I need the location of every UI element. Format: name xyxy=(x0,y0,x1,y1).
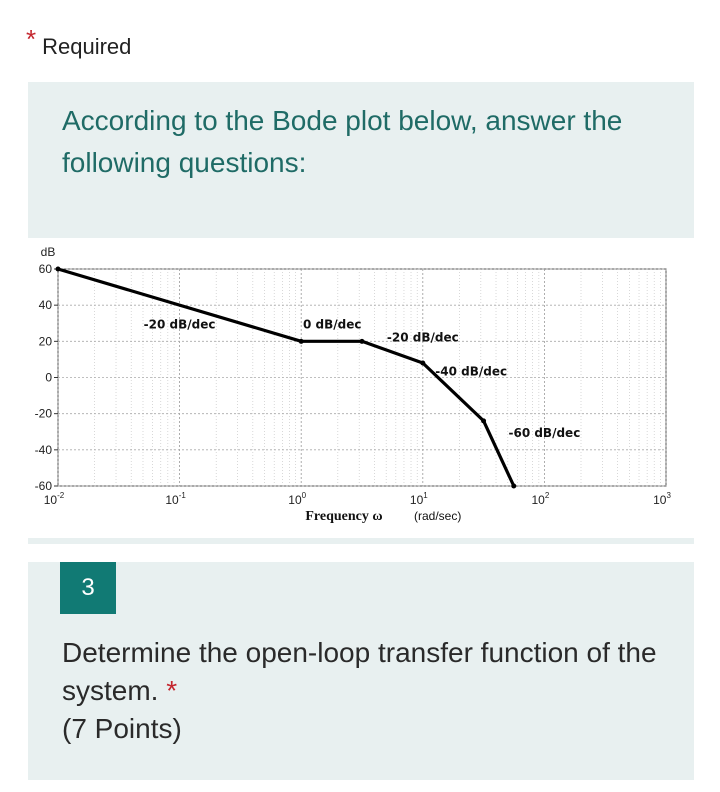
question-required-star: * xyxy=(166,675,178,706)
x-axis-title: Frequency ω xyxy=(305,509,383,524)
question-points: (7 Points) xyxy=(62,713,182,744)
y-tick-label: 40 xyxy=(38,298,52,313)
y-tick-label: 60 xyxy=(38,262,52,276)
required-star: * xyxy=(26,24,37,54)
required-notice xyxy=(26,24,132,61)
x-tick-label: $10^2$ xyxy=(531,491,550,507)
required-label: Required xyxy=(42,34,132,59)
intro-section xyxy=(28,82,694,544)
y-tick-label: -60 xyxy=(34,479,52,493)
x-tick-label: $10^{-2}$ xyxy=(43,491,65,507)
y-tick-label: 20 xyxy=(38,334,52,349)
bode-plot-svg xyxy=(28,238,694,538)
intro-text: According to the Bode plot below, answer the following questions: xyxy=(62,105,623,178)
slope-annotation: 0 dB/dec xyxy=(302,317,362,332)
question-text-block xyxy=(62,634,672,748)
breakpoint xyxy=(511,484,516,489)
breakpoint xyxy=(420,361,425,366)
question-card xyxy=(28,562,694,780)
slope-annotation: -60 dB/dec xyxy=(508,426,581,441)
slope-annotation: -40 dB/dec xyxy=(435,364,508,379)
y-axis-label: dB xyxy=(40,245,56,259)
question-text: Determine the open-loop transfer function of the system. xyxy=(62,637,657,706)
y-tick-label: 0 xyxy=(45,370,52,385)
slope-annotation: -20 dB/dec xyxy=(143,317,216,332)
slope-annotation: -20 dB/dec xyxy=(386,330,459,345)
x-tick-label: $10^1$ xyxy=(409,491,428,507)
x-tick-label: $10^3$ xyxy=(653,491,671,507)
breakpoint xyxy=(481,418,486,423)
question-number-badge: 3 xyxy=(60,562,116,614)
y-tick-label: -20 xyxy=(34,406,52,421)
breakpoint xyxy=(299,339,304,344)
bode-plot xyxy=(28,238,694,538)
x-tick-label: $10^0$ xyxy=(288,491,307,507)
breakpoint xyxy=(359,339,364,344)
breakpoint xyxy=(56,267,61,272)
y-tick-label: -40 xyxy=(34,442,52,457)
x-tick-label: $10^{-1}$ xyxy=(165,491,186,507)
x-axis-unit: (rad/sec) xyxy=(414,509,462,523)
